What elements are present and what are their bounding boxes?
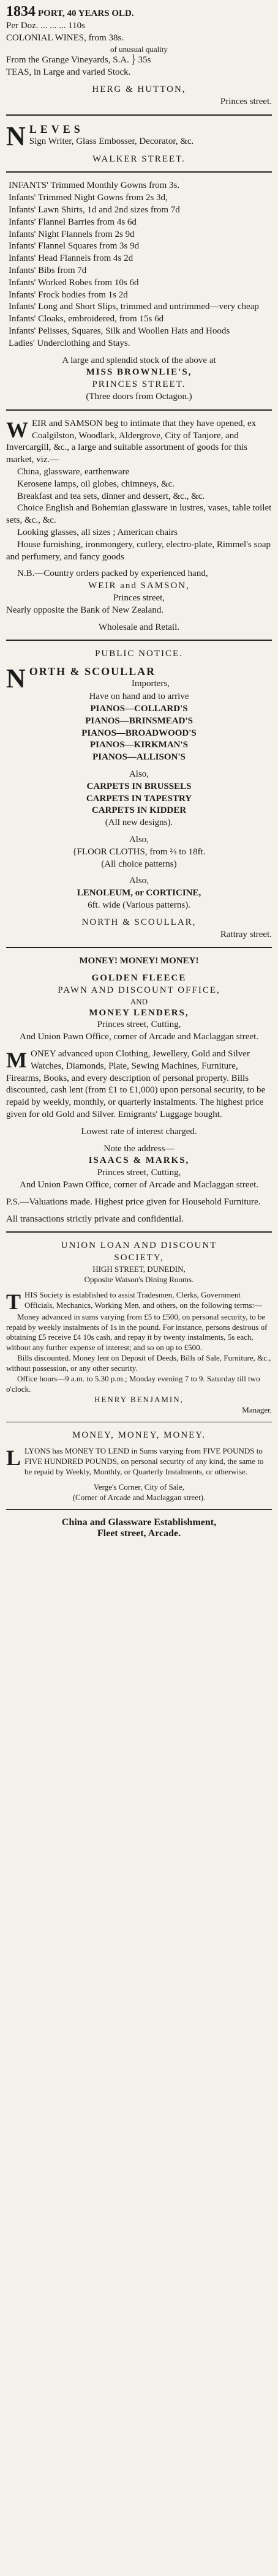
weir-item: House furnishing, ironmongery, cutlery, electro-plate, Rimmel's soap and perfumery, and fancy goods	[6, 539, 271, 562]
wine-grange: From the Grange Vineyards, S.A.	[6, 55, 129, 65]
north-also-2: Also,	[129, 834, 149, 845]
fleece-pawn: PAWN AND DISCOUNT OFFICE,	[58, 985, 220, 995]
fleece-lenders: MONEY LENDERS,	[89, 1007, 189, 1018]
fleece-note: Note the address—	[103, 1143, 175, 1154]
weir-item: Looking glasses, all sizes ; American chairs	[17, 527, 178, 537]
infants-item: Infants' Frock bodies from 1s 2d	[9, 289, 128, 300]
golden-fleece-advertisement	[6, 955, 272, 1225]
divider	[6, 640, 272, 641]
fleece-lowest: Lowest rate of interest charged.	[81, 1126, 197, 1137]
weir-dropcap: W	[6, 417, 28, 442]
wine-heading-rest: PORT, 40 YEARS OLD.	[38, 9, 134, 18]
weir-wholesale: Wholesale and Retail.	[98, 622, 180, 632]
lyons-body: LYONS has MONEY TO LEND in Sums varying from FIVE POUNDS to FIVE HUNDRED POUNDS, on personal security of any kind, the same to be repaid by Weekly, Monthly, or Quarterly Instalments, or otherwise.	[24, 1446, 264, 1477]
infants-assortment: A large and splendid stock of the above at	[62, 355, 216, 365]
wine-advertisement: 1834 PORT, 40 YEARS OLD. Per Doz. ... ... ... 110s COLONIAL WINES, from 38s. of unusual quality From the Grange Vineyards, S.A. } 35s TEAS, in Large and varied Stock. HERG & HUTTON, Princes street.	[6, 4, 272, 108]
piano-item: PIANOS—COLLARD'S	[90, 703, 188, 714]
north-also-1: Also,	[129, 769, 149, 779]
wine-address: Princes street.	[220, 96, 272, 106]
piano-item: PIANOS—BRINSMEAD'S	[85, 715, 193, 726]
lyons-footer-2: Fleet street, Arcade.	[97, 1528, 181, 1539]
leves-trade: Sign Writer, Glass Embosser, Decorator, &c.	[29, 136, 194, 146]
fleece-money: MONEY! MONEY! MONEY!	[79, 956, 199, 966]
weir-item: China, glassware, earthenware	[17, 467, 130, 477]
infants-item: Infants' Head Flannels from 4s 2d	[9, 253, 133, 264]
north-dropcap: N	[6, 663, 26, 694]
union-dropcap: T	[6, 1289, 21, 1314]
weir-item: Breakfast and tea sets, dinner and dessert, &c., &c.	[17, 491, 205, 501]
north-have: Have on hand and to arrive	[89, 692, 189, 702]
lyons-money: MONEY, MONEY, MONEY.	[72, 1430, 206, 1440]
weir-intro: EIR and SAMSON beg to intimate that they have opened, ex Coalgilston, Woodlark, Aldergrove, City of Tanjore, and Invercargill, &c., a large and suitable assortment of goods for this market, viz.—	[6, 418, 257, 465]
weir-item: Choice English and Bohemian glassware in lustres, vases, table toilet sets, &c., &c.	[6, 503, 272, 526]
infants-item: Infants' Pelisses, Squares, Silk and Woollen Hats and Hoods	[9, 326, 230, 337]
wine-price-35: 35s	[138, 55, 151, 65]
north-importers: Importers,	[131, 679, 170, 689]
infants-note: (Three doors from Octagon.)	[86, 392, 192, 402]
infants-list	[6, 180, 272, 349]
leves-street: WALKER STREET.	[92, 154, 186, 164]
carpet-item: CARPETS IN BRUSSELS	[86, 781, 192, 791]
infants-item: Infants' Cloaks, embroidered, from 15s 6d	[9, 314, 164, 324]
infants-street: PRINCES STREET.	[92, 379, 186, 390]
union-body-2: Money advanced in sums varying from £5 to £500, on personal security, to be repaid by weekly instalments of 1s in the pound. For instance, persons desirous of obtaining £5 receive £4 10s cash, and repay it by twenty instalments, 5s each, without any further expense of interest; and so on up to £500.	[6, 1312, 268, 1353]
fleece-body: ONEY advanced upon Clothing, Jewellery, Gold and Silver Watches, Diamonds, Plate, Sewing Machines, Furniture, Firearms, Books, and every description of personal property. Bills discounted, cash lent (from £1 to £1,000) upon personal security, to be repaid by weekly, monthly, or quarterly instalments. The highest price given for old Gold and Silver. Emigrants' Luggage bought.	[6, 1048, 266, 1119]
infants-item: Infants' Worked Robes from 10s 6d	[9, 277, 139, 288]
wine-colonial: COLONIAL WINES, from 38s.	[6, 32, 124, 43]
carpet-item: CARPETS IN TAPESTRY	[86, 793, 192, 804]
weir-street: Princes street,	[113, 592, 165, 603]
union-street: HIGH STREET, DUNEDIN,	[92, 1264, 186, 1274]
weir-firm: WEIR and SAMSON,	[88, 581, 190, 591]
infants-item: INFANTS' Trimmed Monthly Gowns from 3s.	[9, 181, 180, 191]
divider	[6, 1509, 272, 1510]
lyons-advertisement	[6, 1430, 272, 1539]
weir-item: Kerosene lamps, oil globes, chimneys, &c.	[17, 479, 175, 489]
north-street: Rattray street.	[220, 929, 272, 939]
north-floor: {FLOOR CLOTHS, from ⅔ to 18ft.	[72, 846, 206, 857]
divider	[6, 171, 272, 173]
north-scoullar-advertisement	[6, 648, 272, 941]
fleece-dropcap: M	[6, 1047, 27, 1072]
carpet-item: CARPETS IN KIDDER	[91, 805, 187, 816]
union-bills: Bills discounted. Money lent on Deposit of Deeds, Bills of Sale, Furniture, &c., without possession, or any other security.	[6, 1353, 271, 1373]
weir-nearly: Nearly opposite the Bank of New Zealand.	[6, 605, 163, 615]
lyons-dropcap: L	[6, 1446, 21, 1471]
infants-item: Infants' Flannel Barries from 4s 6d	[9, 217, 137, 227]
fleece-golden: GOLDEN FLEECE	[91, 973, 187, 984]
fleece-street: Princes street, Cutting,	[97, 1020, 181, 1030]
lyons-address-1: Verge's Corner, City of Sale,	[93, 1482, 185, 1492]
union-manager-title: Manager.	[242, 1405, 272, 1414]
weir-samson-advertisement	[6, 418, 272, 634]
divider	[6, 947, 272, 948]
infants-item: Infants' Trimmed Night Gowns from 2s 3d,	[9, 193, 168, 203]
infants-item: Ladies' Underclothing and Stays.	[9, 338, 130, 348]
north-lino: LENOLEUM, or CORTICINE,	[77, 888, 201, 898]
union-title-2: SOCIETY,	[114, 1253, 164, 1263]
divider	[6, 1231, 272, 1233]
north-pianos	[6, 703, 272, 764]
piano-item: PIANOS—BROADWOOD'S	[81, 728, 197, 738]
divider	[6, 114, 272, 116]
lyons-address-2: (Corner of Arcade and Maclaggan street).	[72, 1492, 206, 1502]
lyons-footer-1: China and Glassware Establishment,	[61, 1517, 217, 1528]
wine-quality: of unusual quality	[110, 44, 168, 54]
infants-advertisement	[6, 180, 272, 403]
fleece-strict: All transactions strictly private and confidential.	[6, 1214, 184, 1224]
piano-item: PIANOS—ALLISON'S	[92, 752, 186, 763]
infants-item: Infants' Night Flannels from 2s 9d	[9, 229, 135, 239]
fleece-firm: ISAACS & MARKS,	[88, 1155, 190, 1166]
fleece-and: AND	[130, 996, 148, 1006]
leves-name: LEVES	[29, 122, 84, 135]
north-also-3: Also,	[129, 876, 149, 886]
union-loan-advertisement	[6, 1240, 272, 1415]
north-carpets	[6, 781, 272, 817]
union-title-1: UNION LOAN AND DISCOUNT	[61, 1241, 217, 1251]
leves-dropcap: N	[6, 121, 26, 151]
public-notice-heading: PUBLIC NOTICE.	[95, 649, 183, 659]
union-body-1: HIS Society is established to assist Tradesmen, Clerks, Government Officials, Mechanics, Working Men, and others, on the following terms:—	[24, 1290, 263, 1310]
north-firm-heading: ORTH & SCOULLAR	[29, 665, 156, 678]
wine-per-doz: Per Doz. ... ... ... 110s	[6, 21, 86, 31]
fleece-union: And Union Pawn Office, corner of Arcade and Maclaggan street.	[20, 1032, 258, 1042]
infants-item: Infants' Long and Short Slips, trimmed and untrimmed—very cheap	[9, 302, 259, 312]
north-firm-foot: NORTH & SCOULLAR,	[81, 917, 197, 927]
north-choice: (All choice patterns)	[101, 859, 177, 869]
infants-item: Infants' Lawn Shirts, 1d and 2nd sizes from 7d	[9, 205, 180, 215]
union-opposite: Opposite Watson's Dining Rooms.	[84, 1274, 194, 1284]
fleece-firm-street: Princes street, Cutting,	[97, 1168, 181, 1178]
infants-item: Infants' Bibs from 7d	[9, 266, 87, 276]
infants-item: Infants' Flannel Squares from 3s 9d	[9, 241, 140, 252]
union-hours: Office hours—9 a.m. to 5.30 p.m.; Monday evening 7 to 9. Saturday till two o'clock.	[6, 1374, 260, 1394]
wine-teas: TEAS, in Large and varied Stock.	[6, 67, 131, 78]
infants-shop: MISS BROWNLIE'S,	[86, 367, 192, 378]
piano-item: PIANOS—KIRKMAN'S	[89, 740, 188, 750]
divider	[6, 409, 272, 411]
union-manager: HENRY BENJAMIN,	[94, 1394, 184, 1404]
north-new-designs: (All new designs).	[105, 818, 173, 828]
fleece-firm-union: And Union Pawn Office, corner of Arcade and Maclaggan street.	[20, 1179, 258, 1190]
leves-advertisement	[6, 123, 272, 166]
north-lino-size: 6ft. wide (Various patterns).	[88, 900, 190, 910]
wine-firm: HERG & HUTTON,	[92, 84, 186, 95]
weir-items	[6, 466, 272, 563]
weir-nb: N.B.—Country orders packed by experienced hand,	[17, 569, 208, 579]
fleece-ps: P.S.—Valuations made. Highest price given for Household Furniture.	[6, 1197, 261, 1207]
wine-heading-year: 1834	[6, 4, 36, 20]
